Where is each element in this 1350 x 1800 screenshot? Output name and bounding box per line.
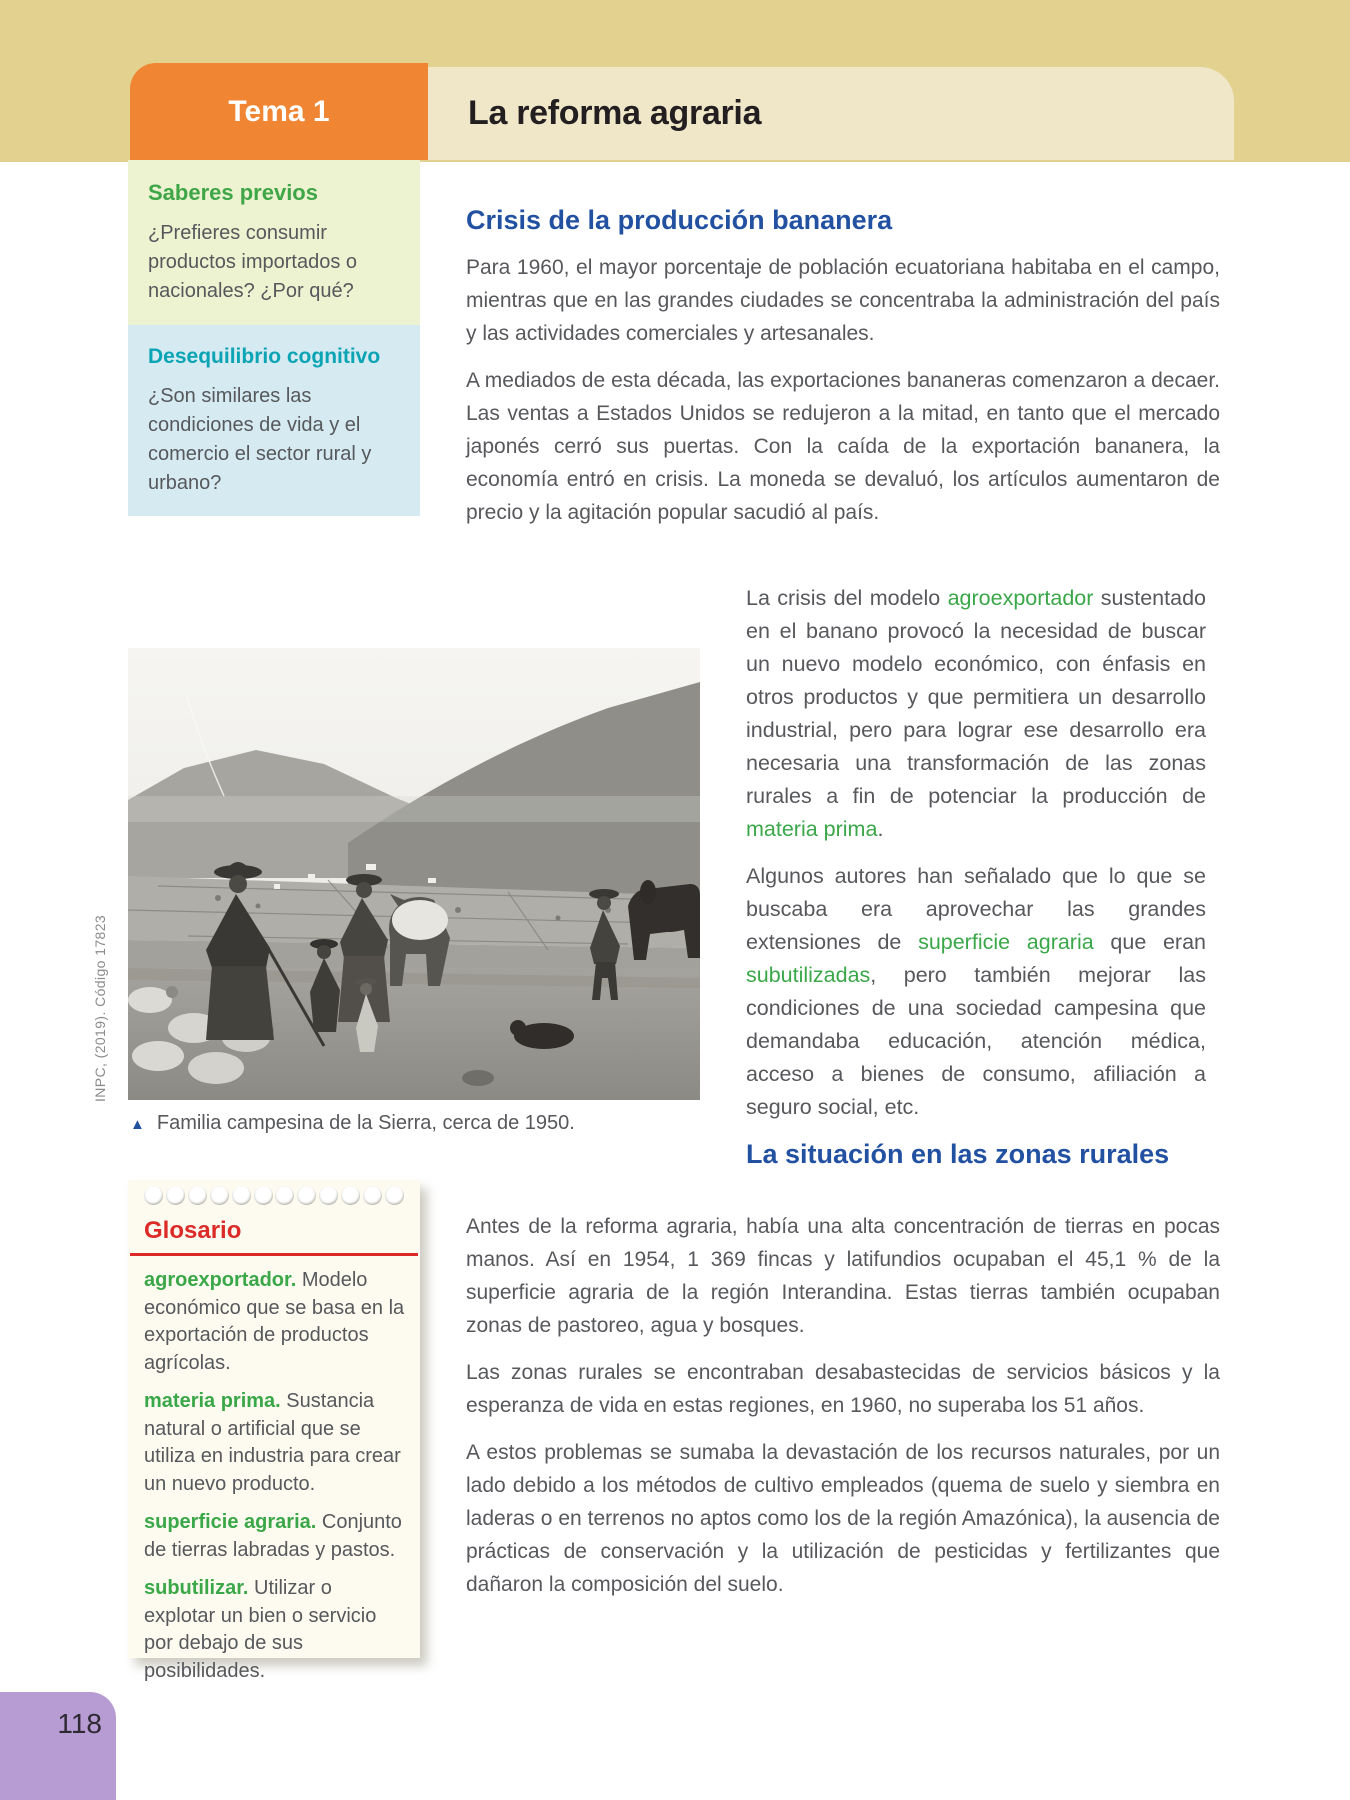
saberes-previos-text: ¿Prefieres consumir productos importados o nacionales? ¿Por qué? (148, 222, 358, 302)
saberes-previos-box (128, 160, 420, 325)
spiral-holes (142, 1180, 406, 1205)
glossary-definition: Conjunto de tierras labradas y pastos. (144, 1511, 402, 1561)
glossary-entry (144, 1509, 406, 1564)
spiral-hole (297, 1186, 316, 1205)
desequilibrio-cognitivo-text: ¿Son similares las condiciones de vida y el comercio el sector rural y urbano? (148, 385, 372, 494)
page-number: 118 (57, 1708, 102, 1739)
glossary-term: materia prima. (144, 1390, 281, 1412)
rural-landscape-illustration (128, 648, 700, 1100)
glossary-box (128, 1180, 420, 1682)
main-text-column-top (466, 251, 1220, 543)
title-band (428, 67, 1234, 160)
spiral-hole (232, 1186, 251, 1205)
glossary-entry (144, 1267, 406, 1377)
glossary-term: superficie agraria. (144, 1511, 317, 1533)
desequilibrio-cognitivo-box (128, 325, 420, 516)
paragraph: Para 1960, el mayor porcentaje de población ecuatoriana habitaba en el campo, mientras que en las grandes ciudades se concentraba la administración del país y las actividades comerciales y artesanales. (466, 256, 1220, 345)
glossary-definition: Sustancia natural o artificial que se utiliza en industria para crear un nuevo producto. (144, 1390, 401, 1495)
glossary-entry (144, 1388, 406, 1498)
spiral-hole (188, 1186, 207, 1205)
spiral-hole (275, 1186, 294, 1205)
section-heading-rural: La situación en las zonas rurales (746, 1139, 1170, 1169)
spiral-hole (254, 1186, 273, 1205)
spiral-hole (319, 1186, 338, 1205)
paragraph: Antes de la reforma agraria, había una alta concentración de tierras en pocas manos. Así en 1954, 1 369 fincas y latifundios ocupaban el 45,1 % de la superficie agraria de la región Interandina. Estas tierras también ocupaban zonas de pastoreo, agua y bosques. (466, 1215, 1220, 1337)
spiral-hole (144, 1186, 163, 1205)
paragraph: A estos problemas se sumaba la devastación de los recursos naturales, por un lado debido a los métodos de cultivo empleados (quema de suelo y siembra en laderas o en terrenos no aptos como los de la región Amazónica), la ausencia de prácticas de conservación y la utilización de pesticidas y fertilizantes que dañaron la composición del suelo. (466, 1441, 1220, 1596)
glossary-divider (130, 1253, 418, 1256)
saberes-previos-title: Saberes previos (148, 180, 318, 205)
desequilibrio-cognitivo-title: Desequilibrio cognitivo (148, 345, 381, 368)
tema-tab (130, 63, 428, 160)
paragraph: Las zonas rurales se encontraban desabastecidas de servicios básicos y la esperanza de vida en estas regiones, en 1960, no superaba los 51 años. (466, 1361, 1220, 1417)
page-title: La reforma agraria (468, 94, 762, 132)
spiral-hole (385, 1186, 404, 1205)
glossary-entry (144, 1575, 406, 1685)
glossary-term: agroexportador. (144, 1269, 297, 1291)
page-number-box (0, 1692, 116, 1800)
paragraph: La crisis del modelo agroexportador sustentado en el banano provocó la necesidad de buscar un nuevo modelo económico, con énfasis en otros productos y que permitiera un desarrollo industrial, pero para lograr ese desarrollo era necesaria una transformación de las zonas rurales a fin de potenciar la producción de materia prima. (746, 586, 1206, 841)
main-text-column-bottom (466, 1210, 1220, 1615)
up-triangle-icon: ▲ (130, 1116, 145, 1133)
spiral-hole (363, 1186, 382, 1205)
photo-caption (130, 1112, 710, 1135)
photo-caption-text: Familia campesina de la Sierra, cerca de 1950. (156, 1112, 575, 1134)
spiral-hole (166, 1186, 185, 1205)
paragraph: A mediados de esta década, las exportaciones bananeras comenzaron a decaer. Las ventas a Estados Unidos se redujeron a la mitad, en tanto que el mercado japonés cerró sus puertas. Con la caída de la exportación bananera, la economía entró en crisis. La moneda se devaluó, los artículos aumentaron de precio y la agitación popular sacudió al país. (466, 369, 1220, 524)
glossary-title: Glosario (144, 1217, 242, 1244)
section-heading-crisis: Crisis de la producción bananera (466, 205, 893, 235)
paragraph: Algunos autores han señalado que lo que se buscaba era aprovechar las grandes extensiones de superficie agraria que eran subutilizadas, pero también mejorar las condiciones de una sociedad campesina que demandaba educación, atención médica, acceso a bienes de consumo, afiliación a seguro social, etc. (746, 864, 1206, 1119)
glossary-definition: Utilizar o explotar un bien o servicio por debajo de sus posibilidades. (144, 1577, 377, 1682)
glossary-term: subutilizar. (144, 1577, 249, 1599)
spiral-hole (210, 1186, 229, 1205)
photo-credit: INPC, (2019). Código 17823 (92, 914, 108, 1102)
text-column-beside-photo (746, 582, 1206, 1138)
tema-label: Tema 1 (228, 94, 330, 128)
photo-familia-campesina (128, 648, 700, 1100)
spiral-hole (341, 1186, 360, 1205)
glossary-definition: Modelo económico que se basa en la exportación de productos agrícolas. (144, 1269, 405, 1374)
